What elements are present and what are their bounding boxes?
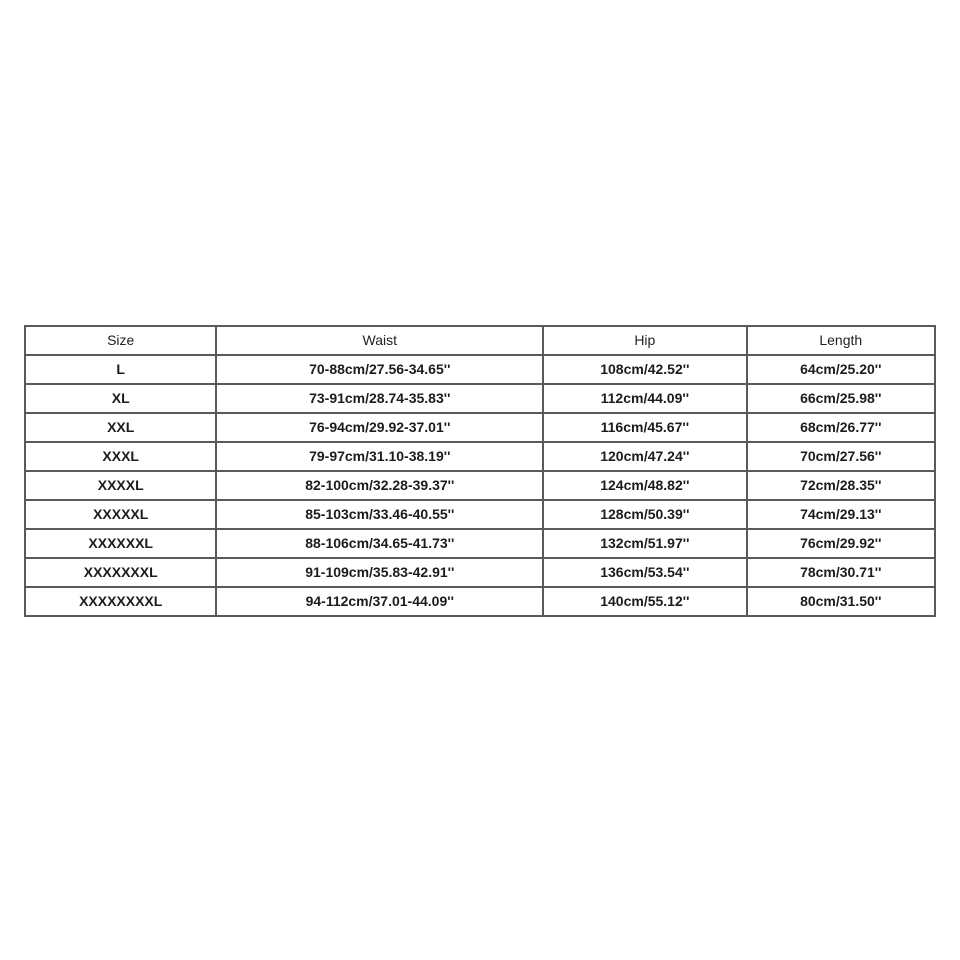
cell-waist: 82-100cm/32.28-39.37'': [216, 471, 543, 500]
header-waist: Waist: [216, 326, 543, 355]
cell-hip: 112cm/44.09'': [543, 384, 746, 413]
header-size: Size: [25, 326, 216, 355]
cell-waist: 94-112cm/37.01-44.09'': [216, 587, 543, 616]
cell-length: 78cm/30.71'': [747, 558, 935, 587]
cell-waist: 91-109cm/35.83-42.91'': [216, 558, 543, 587]
cell-size: XXXL: [25, 442, 216, 471]
cell-waist: 79-97cm/31.10-38.19'': [216, 442, 543, 471]
cell-hip: 108cm/42.52'': [543, 355, 746, 384]
table-row: [25, 442, 935, 471]
cell-hip: 116cm/45.67'': [543, 413, 746, 442]
cell-size: XXXXL: [25, 471, 216, 500]
cell-length: 74cm/29.13'': [747, 500, 935, 529]
cell-size: XXXXXXL: [25, 529, 216, 558]
cell-length: 64cm/25.20'': [747, 355, 935, 384]
header-hip: Hip: [543, 326, 746, 355]
cell-length: 68cm/26.77'': [747, 413, 935, 442]
cell-hip: 136cm/53.54'': [543, 558, 746, 587]
cell-length: 80cm/31.50'': [747, 587, 935, 616]
cell-waist: 70-88cm/27.56-34.65'': [216, 355, 543, 384]
cell-size: XL: [25, 384, 216, 413]
cell-size: XXL: [25, 413, 216, 442]
table-row: [25, 529, 935, 558]
size-chart-table: [24, 325, 936, 617]
cell-length: 66cm/25.98'': [747, 384, 935, 413]
cell-waist: 85-103cm/33.46-40.55'': [216, 500, 543, 529]
cell-size: XXXXXXXL: [25, 558, 216, 587]
cell-hip: 124cm/48.82'': [543, 471, 746, 500]
cell-waist: 76-94cm/29.92-37.01'': [216, 413, 543, 442]
table-row: [25, 587, 935, 616]
cell-waist: 73-91cm/28.74-35.83'': [216, 384, 543, 413]
table-row: [25, 384, 935, 413]
cell-size: XXXXXXXXL: [25, 587, 216, 616]
cell-size: L: [25, 355, 216, 384]
cell-hip: 120cm/47.24'': [543, 442, 746, 471]
cell-hip: 132cm/51.97'': [543, 529, 746, 558]
table-header-row: [25, 326, 935, 355]
cell-hip: 140cm/55.12'': [543, 587, 746, 616]
table-row: [25, 413, 935, 442]
cell-length: 76cm/29.92'': [747, 529, 935, 558]
cell-hip: 128cm/50.39'': [543, 500, 746, 529]
cell-size: XXXXXL: [25, 500, 216, 529]
header-length: Length: [747, 326, 935, 355]
cell-waist: 88-106cm/34.65-41.73'': [216, 529, 543, 558]
table-row: [25, 471, 935, 500]
table-row: [25, 355, 935, 384]
cell-length: 70cm/27.56'': [747, 442, 935, 471]
table-row: [25, 500, 935, 529]
cell-length: 72cm/28.35'': [747, 471, 935, 500]
table-row: [25, 558, 935, 587]
